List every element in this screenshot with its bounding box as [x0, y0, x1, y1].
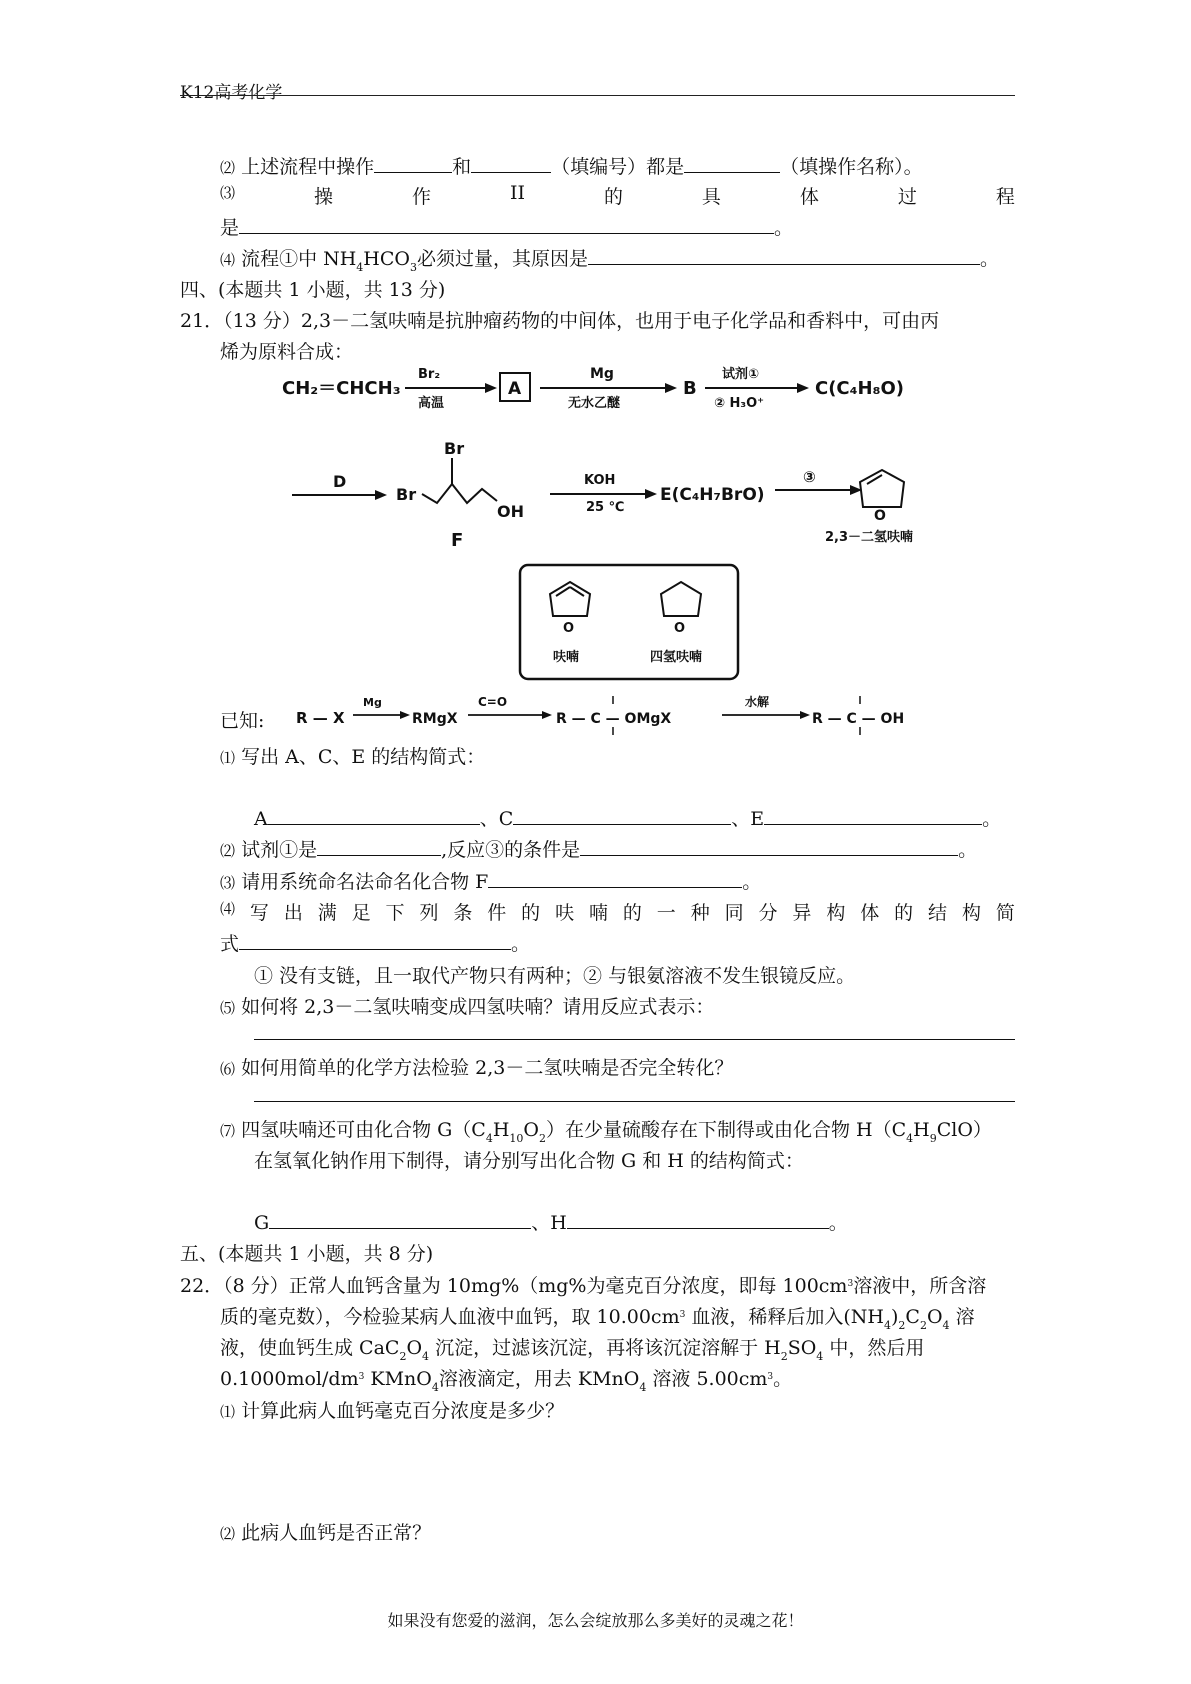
- q21-part7-line2: 在氢氧化钠作用下制得，请分别写出化合物 G 和 H 的结构简式：: [254, 1150, 804, 1172]
- arrow-head: [400, 711, 410, 719]
- answer-blank[interactable]: [684, 154, 780, 173]
- known-rx: R — X: [296, 709, 345, 727]
- answer-blank-g[interactable]: [269, 1210, 531, 1229]
- f-br-top: Br: [444, 439, 465, 458]
- q22-part2: ⑵ 此病人血钙是否正常？: [220, 1522, 432, 1544]
- q22-line4: $0.1000mol/dm^3$ KMnO$_4$溶液滴定，用去 KMnO$_4$ 溶液 $5.00cm^3$。: [220, 1368, 793, 1394]
- thf-label: 四氢呋喃: [650, 650, 703, 665]
- q21-part7-answers: G 、H 。: [254, 1212, 848, 1234]
- answer-line[interactable]: [254, 1039, 1015, 1040]
- answer-blank[interactable]: [239, 931, 511, 950]
- q21-part7: ⑺ 四氢呋喃还可由化合物 $G(C_4H_{10}O_2)$在少量硫酸存在下制得或由化合物 $H(C_4H_9ClO)$: [220, 1119, 992, 1145]
- q21-part5: ⑸ 如何将 2,3－二氢呋喃变成四氢呋喃？请用反应式表示：: [220, 996, 715, 1018]
- high-temp-label: 高温: [418, 396, 445, 411]
- br2-label: Br₂: [418, 367, 441, 382]
- q20-part4: ⑷ 流程①中 $NH_4HCO_3$必须过量，其原因是 。: [220, 248, 1000, 274]
- section-4-title: 四、(本题共 1 小题，共 13 分): [180, 279, 446, 301]
- arrow-head: [645, 489, 657, 499]
- compound-b-label: B: [683, 378, 697, 399]
- q21-part6: ⑹ 如何用简单的化学方法检验 2,3－二氢呋喃是否完全转化？: [220, 1057, 734, 1079]
- arrow-head: [375, 490, 387, 500]
- temperature-label: 25 ℃: [586, 500, 625, 515]
- answer-blank[interactable]: [317, 837, 441, 856]
- q21-part4: ⑷ 写 出 满 足 下 列 条 件 的 呋 喃 的 一 种 同 分 异 构 体 的 结 构 简: [220, 900, 1015, 924]
- q21-part1: ⑴ 写出 A、C、E 的结构简式：: [220, 746, 486, 768]
- mg-label: Mg: [590, 366, 614, 382]
- known-carbonyl: C=O: [478, 695, 508, 709]
- anhydrous-ether-label: 无水乙醚: [568, 396, 621, 411]
- known-product: R — C — OH: [812, 711, 905, 727]
- arrow-head: [665, 383, 677, 393]
- reagent1-label: 试剂①: [722, 367, 760, 382]
- answer-blank[interactable]: [488, 869, 742, 888]
- compound-f-label: F: [451, 530, 464, 551]
- q22-part1: ⑴ 计算此病人血钙毫克百分浓度是多少？: [220, 1400, 565, 1422]
- f-oh: OH: [497, 502, 524, 521]
- q21-part4-conditions: ① 没有支链，且一取代产物只有两种；② 与银氨溶液不发生银镜反应。: [254, 965, 856, 987]
- q21-stem-line1: 21．（13 分）2,3－二氢呋喃是抗肿瘤药物的中间体，也用于电子化学品和香料中，可由丙: [180, 310, 940, 332]
- arrow-head: [485, 383, 497, 393]
- compound-c-label: C(C₄H₈O): [815, 378, 905, 399]
- answer-blank-h[interactable]: [567, 1210, 829, 1229]
- propene-label: CH₂＝CHCH₃: [282, 378, 401, 399]
- known-intermediate: R — C — OMgX: [556, 711, 672, 727]
- known-label: 已知:: [220, 710, 265, 732]
- header-rule: [180, 95, 1015, 96]
- f-br-left: Br: [396, 485, 417, 504]
- answer-blank[interactable]: [588, 246, 980, 265]
- step3-label: ③: [803, 468, 816, 486]
- known-rmgx: RMgX: [412, 711, 458, 727]
- q22-line2: 质的毫克数），今检验某病人血液中血钙，取 $10.00cm^3$ 血液，稀释后加入$(NH_4)_2C_2O_4$ 溶: [220, 1306, 975, 1332]
- answer-blank[interactable]: [239, 215, 774, 234]
- q21-part3: ⑶ 请用系统命名法命名化合物 F 。: [220, 871, 762, 893]
- answer-line[interactable]: [254, 1101, 1015, 1102]
- h3o-label: ② H₃O⁺: [714, 396, 765, 411]
- arrow-head: [800, 711, 810, 719]
- thf-oxygen: O: [674, 621, 686, 636]
- synthesis-scheme: [0, 360, 1191, 740]
- thf-ring: [661, 582, 701, 616]
- arrow-head: [542, 711, 552, 719]
- q21-part4-line2: 式 。: [220, 933, 531, 955]
- q20-part2: ⑵ 上述流程中操作 和 （填编号）都是 （填操作名称）。: [220, 156, 923, 178]
- known-hydrolysis: 水解: [745, 695, 770, 709]
- dihydrofuran-label: 2,3－二氢呋喃: [825, 530, 914, 545]
- q21-stem-line2: 烯为原料合成：: [220, 341, 354, 363]
- q22-line1: 22．（8 分）正常人血钙含量为 10mg%（mg%为毫克百分浓度，即每 $100cm^3$溶液中，所含溶: [180, 1275, 987, 1297]
- q21-part2: ⑵ 试剂①是 ,反应③的条件是 。: [220, 839, 978, 861]
- koh-label: KOH: [584, 473, 616, 488]
- compound-d-label: D: [333, 472, 347, 491]
- page-header: K12高考化学: [180, 83, 283, 103]
- ring-oxygen: O: [874, 508, 886, 524]
- compound-a-label: A: [508, 379, 522, 399]
- answer-blank-c[interactable]: [513, 806, 731, 825]
- answer-blank[interactable]: [374, 154, 452, 173]
- known-mg: Mg: [363, 696, 382, 709]
- page-footer: 如果没有您爱的滋润，怎么会绽放那么多美好的灵魂之花！: [387, 1611, 804, 1630]
- furan-label: 呋喃: [553, 650, 580, 665]
- section-5-title: 五、(本题共 1 小题，共 8 分): [180, 1243, 434, 1265]
- compound-e-label: E(C₄H₇BrO): [660, 485, 765, 505]
- answer-blank-a[interactable]: [268, 806, 480, 825]
- q20-part3-line2: 是 。: [220, 217, 794, 239]
- q22-line3: 液，使血钙生成 $CaC_2O_4$ 沉淀，过滤该沉淀，再将该沉淀溶解于 $H_2SO_4$ 中，然后用: [220, 1337, 925, 1363]
- answer-blank[interactable]: [471, 154, 551, 173]
- compound-f-skeleton: [422, 484, 497, 503]
- arrow-head: [797, 383, 809, 393]
- q21-part1-answers: A 、C 、E 。: [254, 808, 1002, 830]
- answer-blank[interactable]: [580, 837, 958, 856]
- answer-blank-e[interactable]: [764, 806, 982, 825]
- furan-oxygen: O: [563, 621, 575, 636]
- q20-part3: ⑶ 操 作 II 的 具 体 过 程: [220, 182, 1015, 208]
